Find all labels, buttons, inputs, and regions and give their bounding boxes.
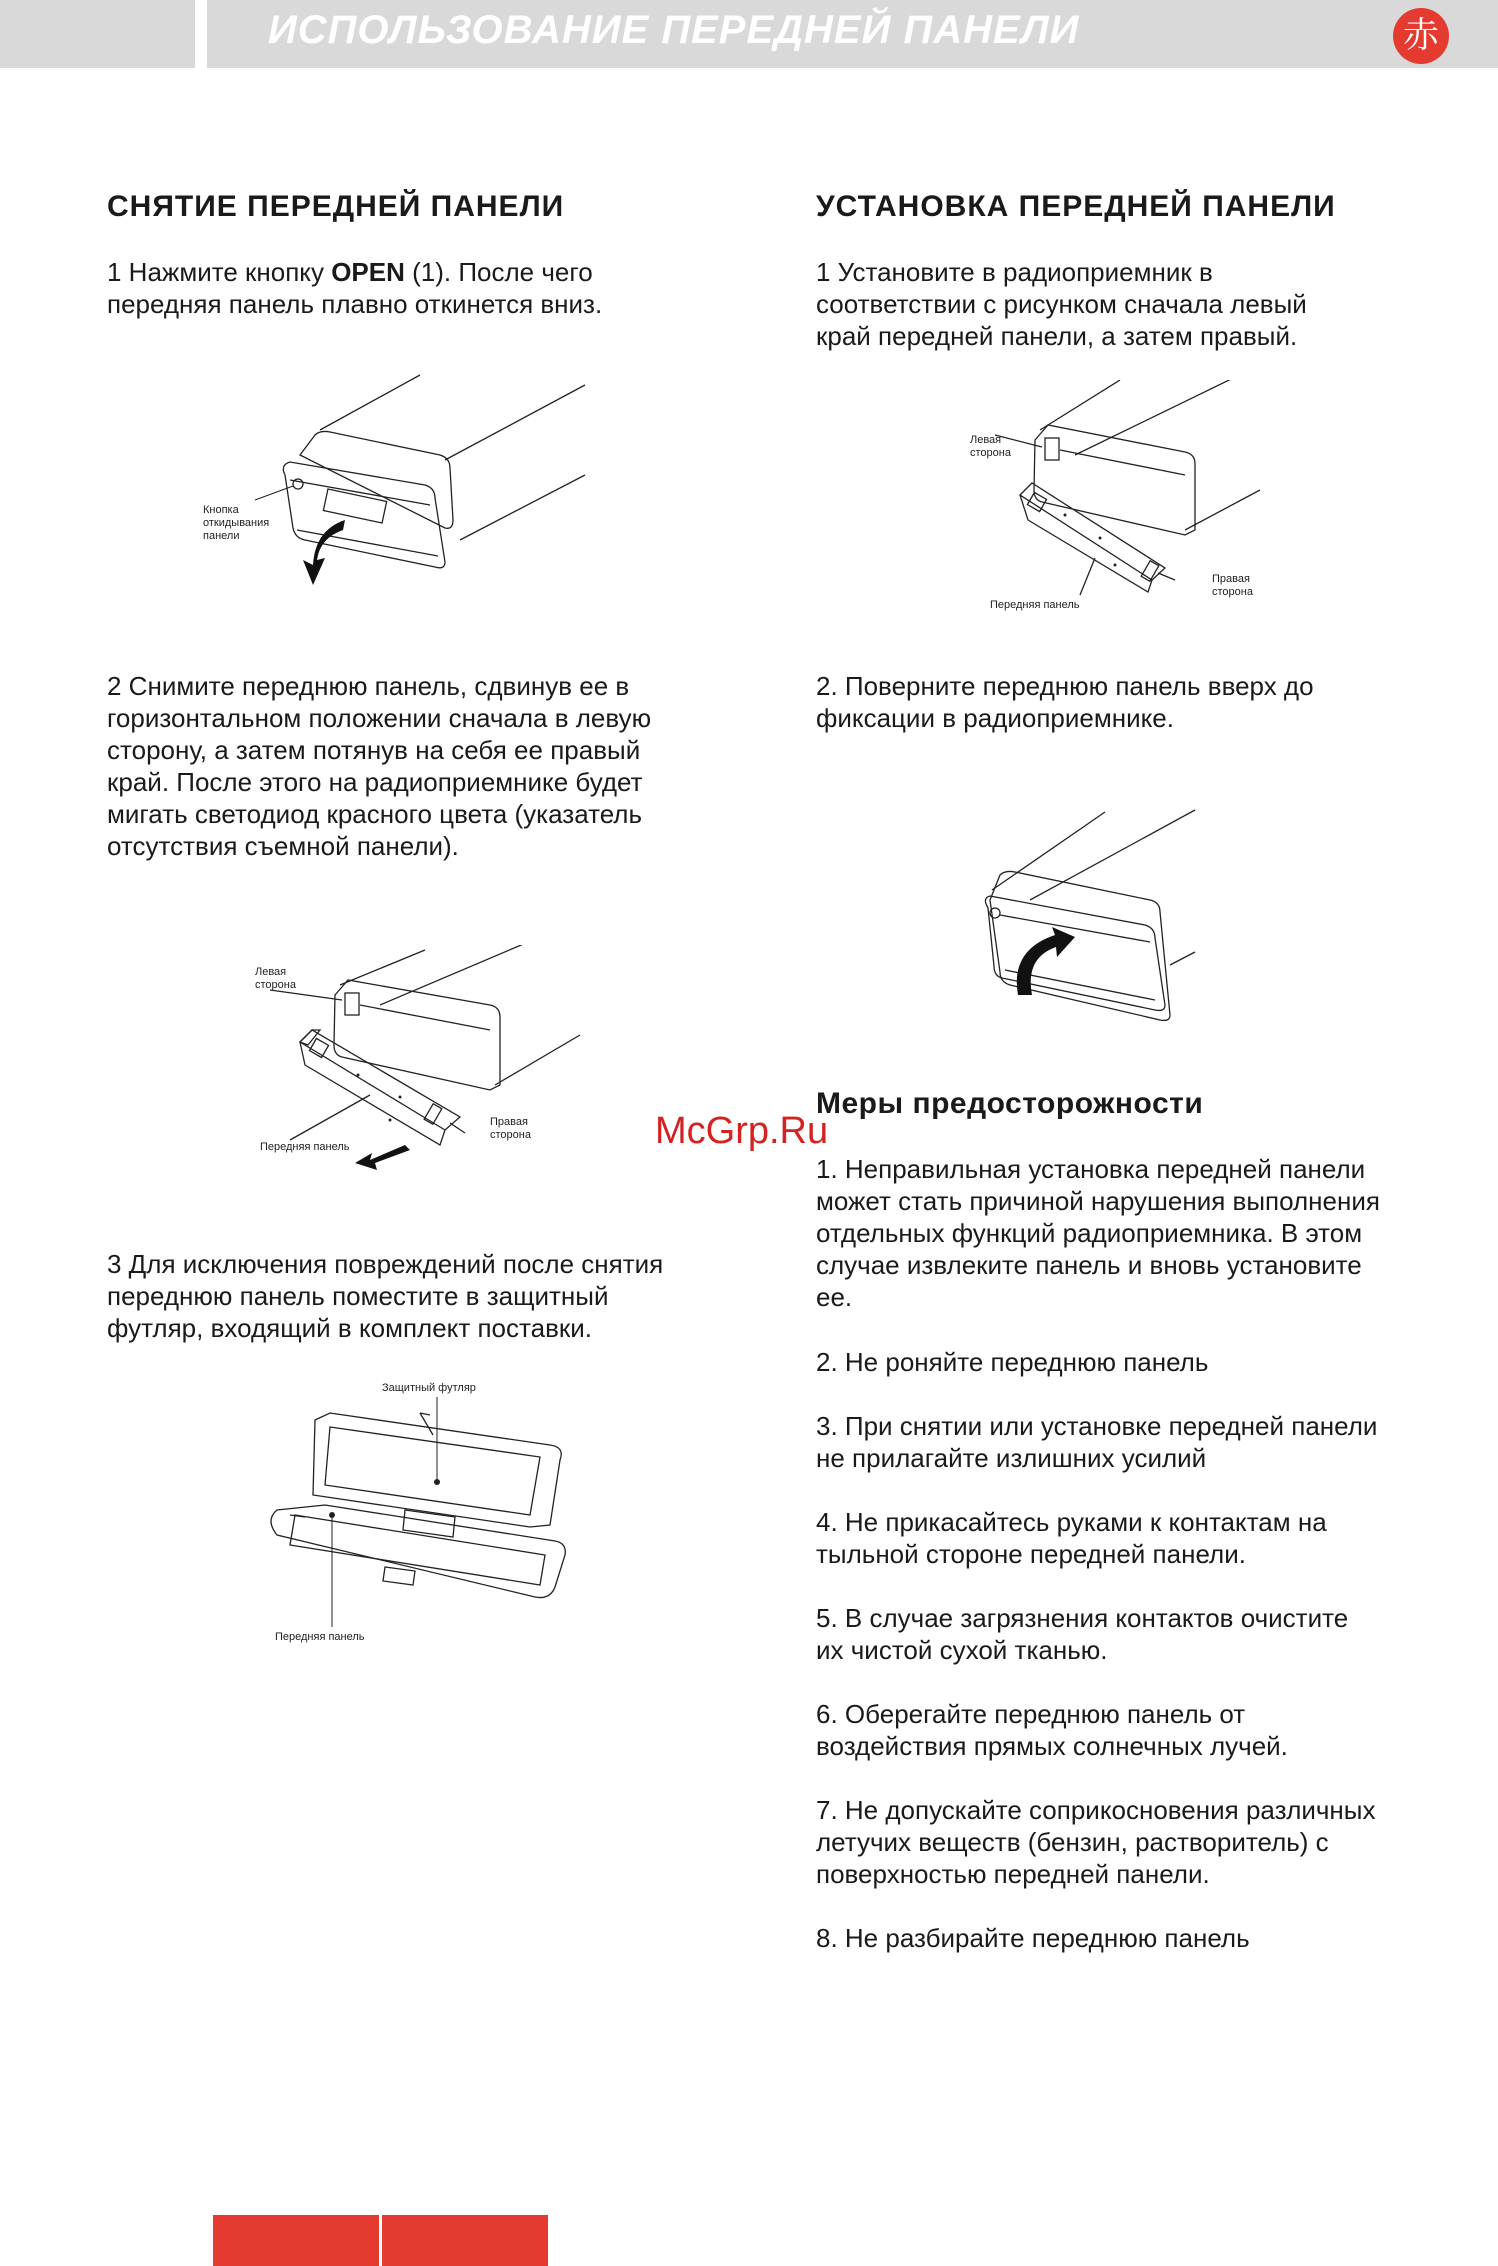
right-step2: [816, 670, 1396, 734]
figR1-front-panel: Передняя панель: [990, 599, 1080, 611]
left-step1-line1: 1 Нажмите кнопку OPEN (1). После чего: [107, 257, 593, 287]
brand-logo-icon: 赤: [1393, 8, 1449, 64]
precaution-line: 3. При снятии или установке передней панели: [816, 1411, 1378, 1441]
right-step2-line: 2. Поверните переднюю панель вверх до: [816, 671, 1314, 701]
left-step2: [107, 670, 761, 862]
fig2-right-side-1: Правая: [490, 1116, 528, 1128]
left-step3: [107, 1248, 761, 1344]
left-step2-line: сторону, а затем потянув на себя ее правый: [107, 735, 641, 765]
precaution-line: не прилагайте излишних усилий: [816, 1443, 1207, 1473]
left-step2-line: отсутствия съемной панели).: [107, 831, 459, 861]
figure-open-panel: [195, 370, 615, 595]
precaution-4: [816, 1506, 1470, 1570]
figR1-left-side-1: Левая: [970, 434, 1002, 446]
left-step2-line: край. После этого на радиоприемнике будет: [107, 767, 643, 797]
precaution-6: [816, 1698, 1470, 1762]
precaution-line: может стать причиной нарушения выполнения: [816, 1186, 1380, 1216]
precaution-line: 7. Не допускайте соприкосновения различных: [816, 1795, 1376, 1825]
precaution-3: [816, 1410, 1470, 1474]
figure-rotate-up: [960, 800, 1210, 1040]
fig2-right-side-2: сторона: [490, 1129, 531, 1141]
precaution-line: тыльной стороне передней панели.: [816, 1539, 1246, 1569]
fig1-label-line1: Кнопка: [203, 504, 239, 516]
fig2-front-panel: Передняя панель: [260, 1141, 350, 1153]
precaution-line: 1. Неправильная установка передней панели: [816, 1154, 1366, 1184]
precaution-line: летучих веществ (бензин, растворитель) с: [816, 1827, 1329, 1857]
figure-install-panel: [960, 380, 1280, 620]
right-heading: УСТАНОВКА ПЕРЕДНЕЙ ПАНЕЛИ: [816, 190, 1336, 223]
left-step3-line: переднюю панель поместите в защитный: [107, 1281, 609, 1311]
fig1-label-line3: панели: [203, 530, 240, 542]
precaution-8: [816, 1922, 1470, 1954]
precaution-line: 6. Оберегайте переднюю панель от: [816, 1699, 1246, 1729]
left-step3-line: футляр, входящий в комплект поставки.: [107, 1313, 593, 1343]
precaution-line: поверхностью передней панели.: [816, 1859, 1210, 1889]
left-step1-line2: передняя панель плавно откинется вниз.: [107, 289, 603, 319]
fig2-left-side-1: Левая: [255, 966, 287, 978]
page-title: ИСПОЛЬЗОВАНИЕ ПЕРЕДНЕЙ ПАНЕЛИ: [268, 8, 1080, 52]
precaution-line: 4. Не прикасайтесь руками к контактам на: [816, 1507, 1327, 1537]
left-step2-line: 2 Снимите переднюю панель, сдвинув ее в: [107, 671, 630, 701]
right-step1-line: край передней панели, а затем правый.: [816, 321, 1298, 351]
fig2-left-side-2: сторона: [255, 979, 296, 991]
header-left-block: [0, 0, 195, 68]
precaution-7: [816, 1794, 1470, 1890]
left-step2-line: горизонтальном положении сначала в левую: [107, 703, 652, 733]
left-step2-line: мигать светодиод красного цвета (указатель: [107, 799, 643, 829]
watermark: McGrp.Ru: [655, 1110, 829, 1152]
fig3-case-label: Защитный футляр: [382, 1382, 476, 1394]
right-step1-line: 1 Установите в радиоприемник в: [816, 257, 1213, 287]
precaution-line: случае извлеките панель и вновь установите: [816, 1250, 1362, 1280]
precaution-line: 5. В случае загрязнения контактов очистите: [816, 1603, 1349, 1633]
precautions-heading: Меры предосторожности: [816, 1087, 1204, 1120]
footer-accent-left: [213, 2215, 379, 2266]
right-step1: [816, 256, 1396, 352]
right-step2-line: фиксации в радиоприемнике.: [816, 703, 1174, 733]
left-heading: СНЯТИЕ ПЕРЕДНЕЙ ПАНЕЛИ: [107, 190, 565, 223]
precaution-line: 2. Не роняйте переднюю панель: [816, 1347, 1209, 1377]
left-step3-line: 3 Для исключения повреждений после снятия: [107, 1249, 664, 1279]
figR1-right-side-2: сторона: [1212, 586, 1253, 598]
precaution-line: их чистой сухой тканью.: [816, 1635, 1108, 1665]
left-step1: [107, 256, 761, 320]
figure-protective-case: [255, 1375, 585, 1655]
precaution-line: отдельных функций радиоприемника. В этом: [816, 1218, 1363, 1248]
right-step1-line: соответствии с рисунком сначала левый: [816, 289, 1307, 319]
fig3-front-panel-label: Передняя панель: [275, 1631, 365, 1643]
precaution-1: [816, 1153, 1470, 1313]
precaution-5: [816, 1602, 1470, 1666]
precaution-line: ее.: [816, 1282, 853, 1312]
precaution-line: воздействия прямых солнечных лучей.: [816, 1731, 1288, 1761]
fig1-label-line2: откидывания: [203, 517, 270, 529]
figR1-right-side-1: Правая: [1212, 573, 1250, 585]
precaution-2: [816, 1346, 1470, 1378]
figR1-left-side-2: сторона: [970, 447, 1011, 459]
figure-remove-panel: [250, 945, 610, 1190]
footer-accent-right: [382, 2215, 548, 2266]
precaution-line: 8. Не разбирайте переднюю панель: [816, 1923, 1250, 1953]
